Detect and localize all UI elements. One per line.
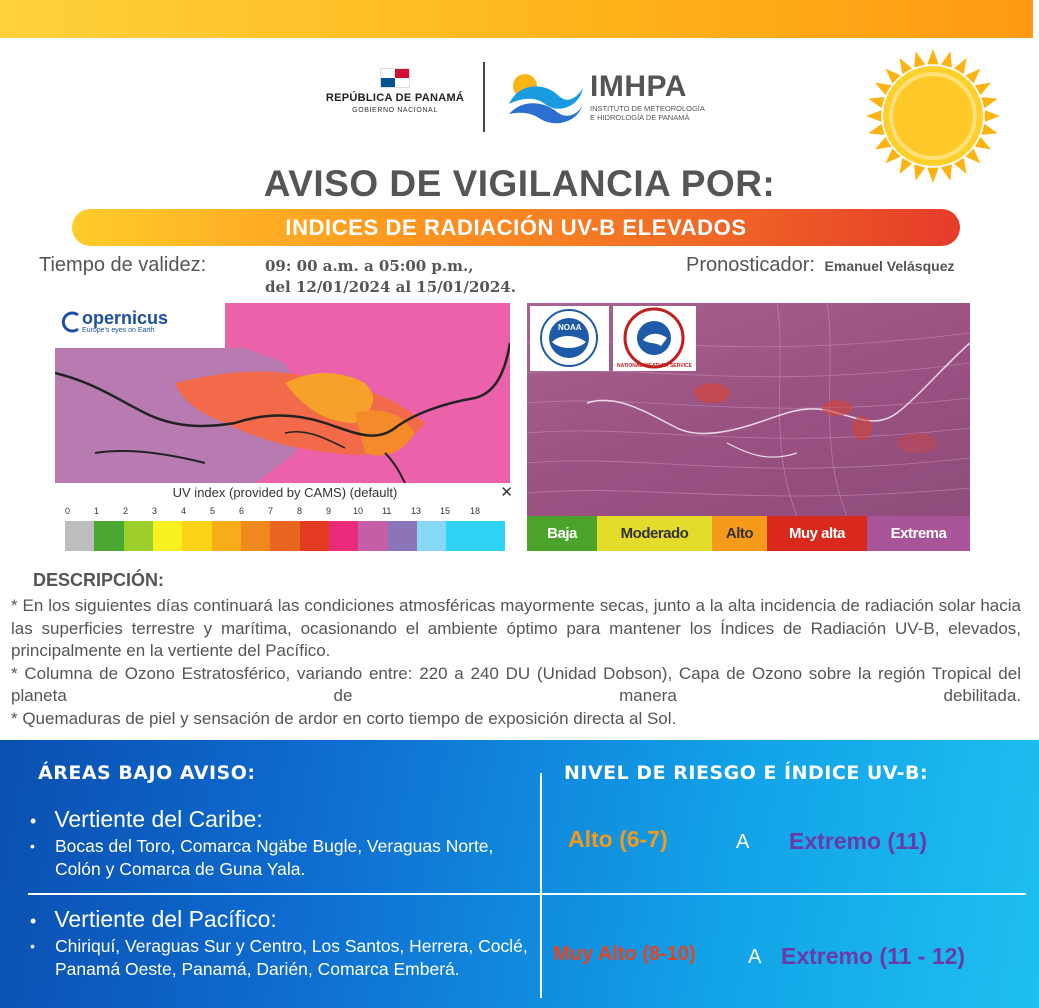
sun-ray: [981, 124, 997, 135]
region-caribe: [30, 806, 530, 881]
forecaster-label: Pronosticador:: [686, 254, 815, 276]
risk-level-swatch: Baja: [527, 516, 597, 551]
description-paragraph: * En los siguientes días continuará las condiciones atmosféricas mayormente secas, junto a la alta incidencia de radiación solar hacia las superficies terrestre y marítima, ocasionando el ambiente óptimo para mantener los Índices de Radiación UV-B, elevados, principalmente en la vertiente del Pacífico.: [11, 596, 1021, 660]
uv-caption-text: UV index (provided by CAMS) (default): [172, 485, 398, 500]
forecaster-name: Emanuel Velásquez: [824, 258, 955, 274]
sun-ray: [914, 51, 925, 67]
uv-scale-label: 2: [123, 506, 129, 516]
close-icon[interactable]: ✕: [500, 484, 513, 501]
validity-label: Tiempo de validez:: [39, 254, 207, 276]
pacifico-level-connector: A: [748, 946, 762, 968]
noaa-logo: [530, 306, 609, 371]
sun-ray: [866, 110, 881, 121]
pacifico-level-to: Extremo (11 - 12): [781, 943, 966, 969]
uv-scale-label: 4: [181, 506, 187, 516]
region-caribe-name: • Vertiente del Caribe:: [30, 806, 530, 833]
validity-value: [265, 256, 516, 298]
uv-color-scale: [65, 521, 505, 551]
org-subtitle-1: INSTITUTO DE METEOROLOGÍA: [590, 104, 705, 113]
uv-scale-swatch: [300, 521, 329, 551]
caribe-level-from: Alto (6-7): [568, 826, 668, 852]
gov-title: REPÚBLICA DE PANAMÁ: [325, 92, 465, 104]
uv-scale-label: 18: [470, 506, 481, 516]
org-subtitle-2: E HIDROLOGÍA DE PANAMÁ: [590, 113, 690, 122]
uv-scale-label: 9: [326, 506, 332, 516]
sun-ray: [985, 110, 1000, 121]
copernicus-c-icon: [61, 311, 81, 333]
uv-scale-swatch: [153, 521, 182, 551]
uv-scale-swatch: [94, 521, 123, 551]
validity-line-1: 09: 00 a.m. a 05:00 p.m.,: [265, 257, 474, 275]
uv-scale-label: 3: [152, 506, 158, 516]
uv-scale-swatch: [124, 521, 153, 551]
imhpa-wordmark: [590, 70, 705, 122]
pacifico-level-from: Muy Alto (8-10): [553, 943, 696, 965]
uv-scale-swatch: [182, 521, 211, 551]
validity-line-2: del 12/01/2024 al 15/01/2024.: [265, 278, 516, 296]
sun-ray: [981, 97, 997, 108]
uv-scale-label: 10: [353, 506, 364, 516]
region-pacifico-name: • Vertiente del Pacífico:: [30, 906, 530, 933]
nws-label: NATIONAL WEATHER SERVICE: [617, 363, 692, 369]
uv-scale-label: 5: [210, 506, 216, 516]
header-divider: [483, 62, 485, 132]
org-name: IMHPA: [590, 70, 687, 103]
top-accent-bar: [0, 0, 1033, 38]
caribe-level-to: Extremo (11): [789, 828, 928, 854]
uv-scale-label: 7: [268, 506, 274, 516]
uv-scale-label: 15: [440, 506, 451, 516]
nws-logo: [613, 306, 696, 371]
caribe-level-connector: A: [736, 831, 750, 853]
alert-banner: INDICES DE RADIACIÓN UV-B ELEVADOS: [72, 209, 960, 246]
noaa-label: NOAA: [558, 323, 582, 332]
sun-ray: [868, 97, 884, 108]
description-body: [11, 595, 1021, 730]
description-title: DESCRIPCIÓN:: [33, 570, 165, 590]
region-caribe-areas: • Bocas del Toro, Comarca Ngäbe Bugle, Veraguas Norte, Colón y Comarca de Guna Yala.: [30, 835, 530, 881]
panel-horizontal-divider: [28, 893, 1026, 895]
uv-scale-swatch: [388, 521, 417, 551]
sun-ray: [941, 51, 952, 67]
uv-scale-label: 13: [411, 506, 422, 516]
noaa-uv-map: [527, 303, 970, 516]
description-paragraph: * Columna de Ozono Estratosférico, variando entre: 220 a 240 DU (Unidad Dobson), Capa de Ozono sobre la región Tropical del planeta de manera debilitada.: [11, 663, 1021, 705]
uv-scale-swatch: [241, 521, 270, 551]
uv-scale-label: 6: [239, 506, 245, 516]
risk-level-swatch: Muy alta: [767, 516, 867, 551]
description-paragraph: * Quemaduras de piel y sensación de ardor en corto tiempo de exposición directa al Sol.: [11, 708, 677, 728]
areas-title: ÁREAS BAJO AVISO:: [38, 762, 256, 784]
nws-emblem-icon: [613, 306, 696, 371]
uv-scale-swatch: [212, 521, 241, 551]
risk-level-swatch: Extrema: [867, 516, 970, 551]
uv-scale-label: 0: [65, 506, 71, 516]
header-logos: [320, 60, 720, 135]
uv-scale-label: 11: [382, 506, 392, 516]
copernicus-tagline: Europe's eyes on Earth: [82, 327, 155, 334]
uv-scale-swatch: [65, 521, 94, 551]
panel-vertical-divider: [540, 773, 542, 998]
uv-scale-swatch: [417, 521, 446, 551]
copernicus-logo: [61, 309, 168, 334]
risk-color-scale: [527, 516, 970, 551]
uv-scale-swatch: [446, 521, 505, 551]
risk-title: NIVEL DE RIESGO E ÍNDICE UV-B:: [564, 762, 929, 784]
forecaster: [686, 254, 954, 277]
region-pacifico: [30, 906, 530, 981]
risk-level-swatch: Alto: [712, 516, 767, 551]
risk-level-swatch: Moderado: [597, 516, 712, 551]
copernicus-uv-map: [55, 303, 510, 483]
gov-subtitle: GOBIERNO NACIONAL: [352, 107, 438, 114]
region-pacifico-areas: • Chiriquí, Veraguas Sur y Centro, Los Santos, Herrera, Coclé, Panamá Oeste, Panamá, Darién, Comarca Emberá.: [30, 935, 530, 981]
uv-scale-swatch: [329, 521, 358, 551]
uv-scale-labels: [55, 506, 515, 520]
imhpa-logo-icon: [505, 68, 585, 128]
noaa-emblem-icon: [530, 306, 609, 371]
gov-logo: [320, 68, 470, 114]
panama-flag-icon: [380, 68, 410, 88]
page-title: AVISO DE VIGILANCIA POR:: [263, 163, 776, 204]
uv-scale-swatch: [270, 521, 299, 551]
copernicus-wordmark: opernicus: [82, 308, 169, 328]
uv-scale-label: 8: [297, 506, 303, 516]
uv-map-caption: [55, 483, 515, 503]
sun-ray: [927, 49, 938, 64]
sun-ray: [868, 124, 884, 135]
uv-scale-swatch: [358, 521, 387, 551]
uv-scale-label: 1: [94, 506, 100, 516]
